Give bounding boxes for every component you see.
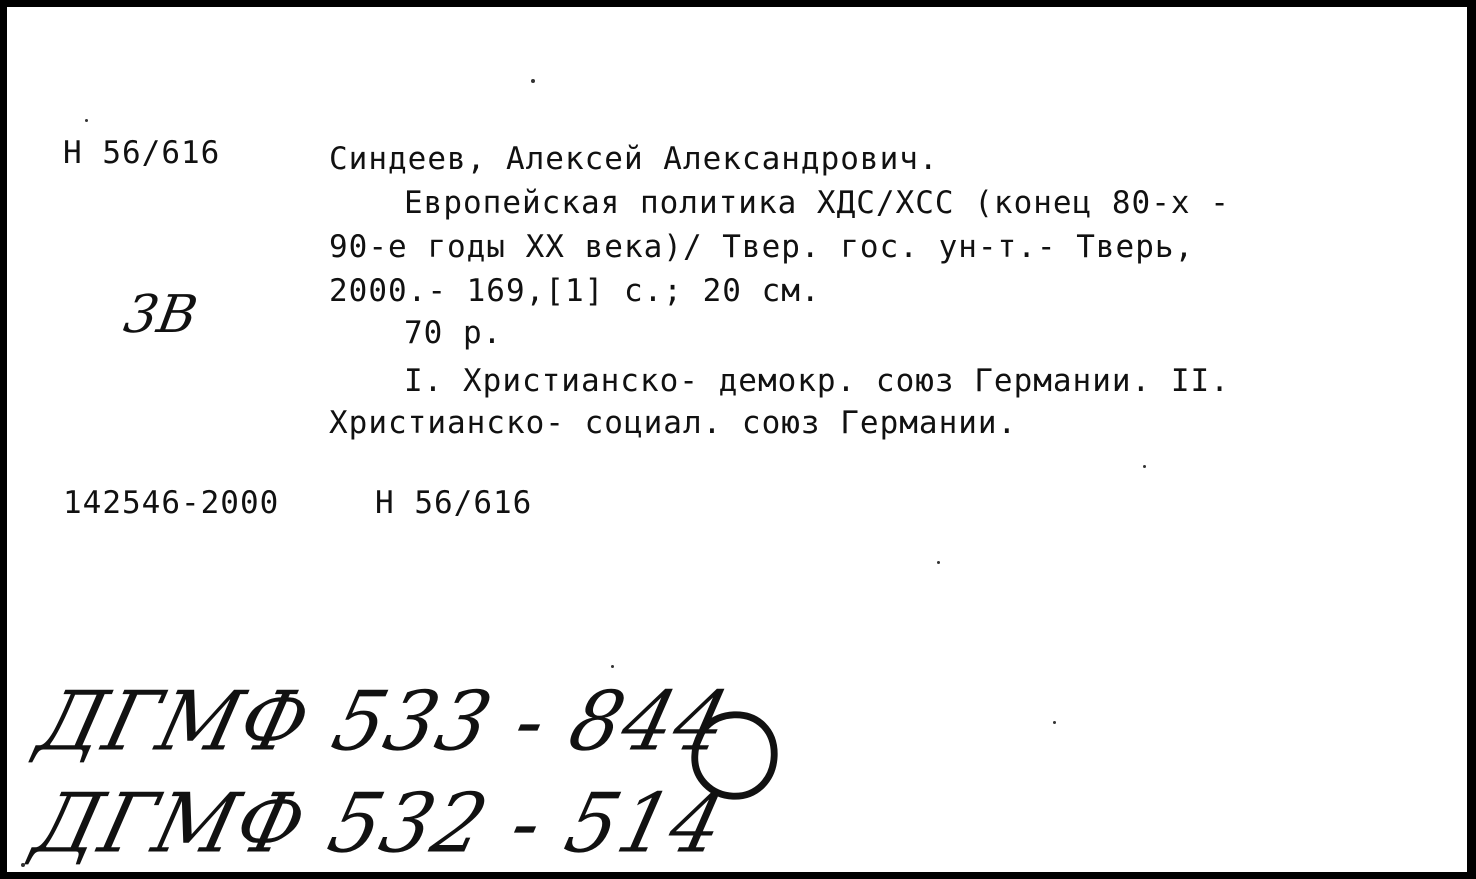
handwritten-code-2: ДГМФ 532 - 514	[25, 776, 735, 872]
circle-mark-icon	[685, 707, 783, 805]
speck	[85, 119, 88, 122]
subject-line-2: Христианско- социал. союз Германии.	[329, 405, 1018, 441]
title-line-3: 2000.- 169,[1] с.; 20 см.	[329, 273, 821, 309]
handwritten-code-1: ДГМФ 533 - 844	[29, 674, 739, 770]
price: 70 р.	[404, 315, 503, 351]
inventory-number: 142546-2000	[63, 485, 280, 521]
speck	[531, 79, 535, 83]
speck	[21, 863, 25, 867]
title-line-2: 90-е годы XX века)/ Твер. гос. ун-т.- Тверь,	[329, 229, 1195, 265]
shelf-mark: Н 56/616	[63, 135, 221, 171]
speck	[1053, 721, 1056, 724]
subject-line-1: I. Христианско- демокр. союз Германии. II.	[404, 363, 1230, 399]
title-line-1: Европейская политика ХДС/ХСС (конец 80-х -	[404, 185, 1230, 221]
author-heading: Синдеев, Алексей Александрович.	[329, 141, 939, 177]
speck	[937, 561, 940, 564]
shelf-mark-bottom: Н 56/616	[375, 485, 533, 521]
speck	[1143, 465, 1146, 468]
speck	[611, 665, 614, 668]
handwritten-note: 3В	[119, 285, 202, 345]
